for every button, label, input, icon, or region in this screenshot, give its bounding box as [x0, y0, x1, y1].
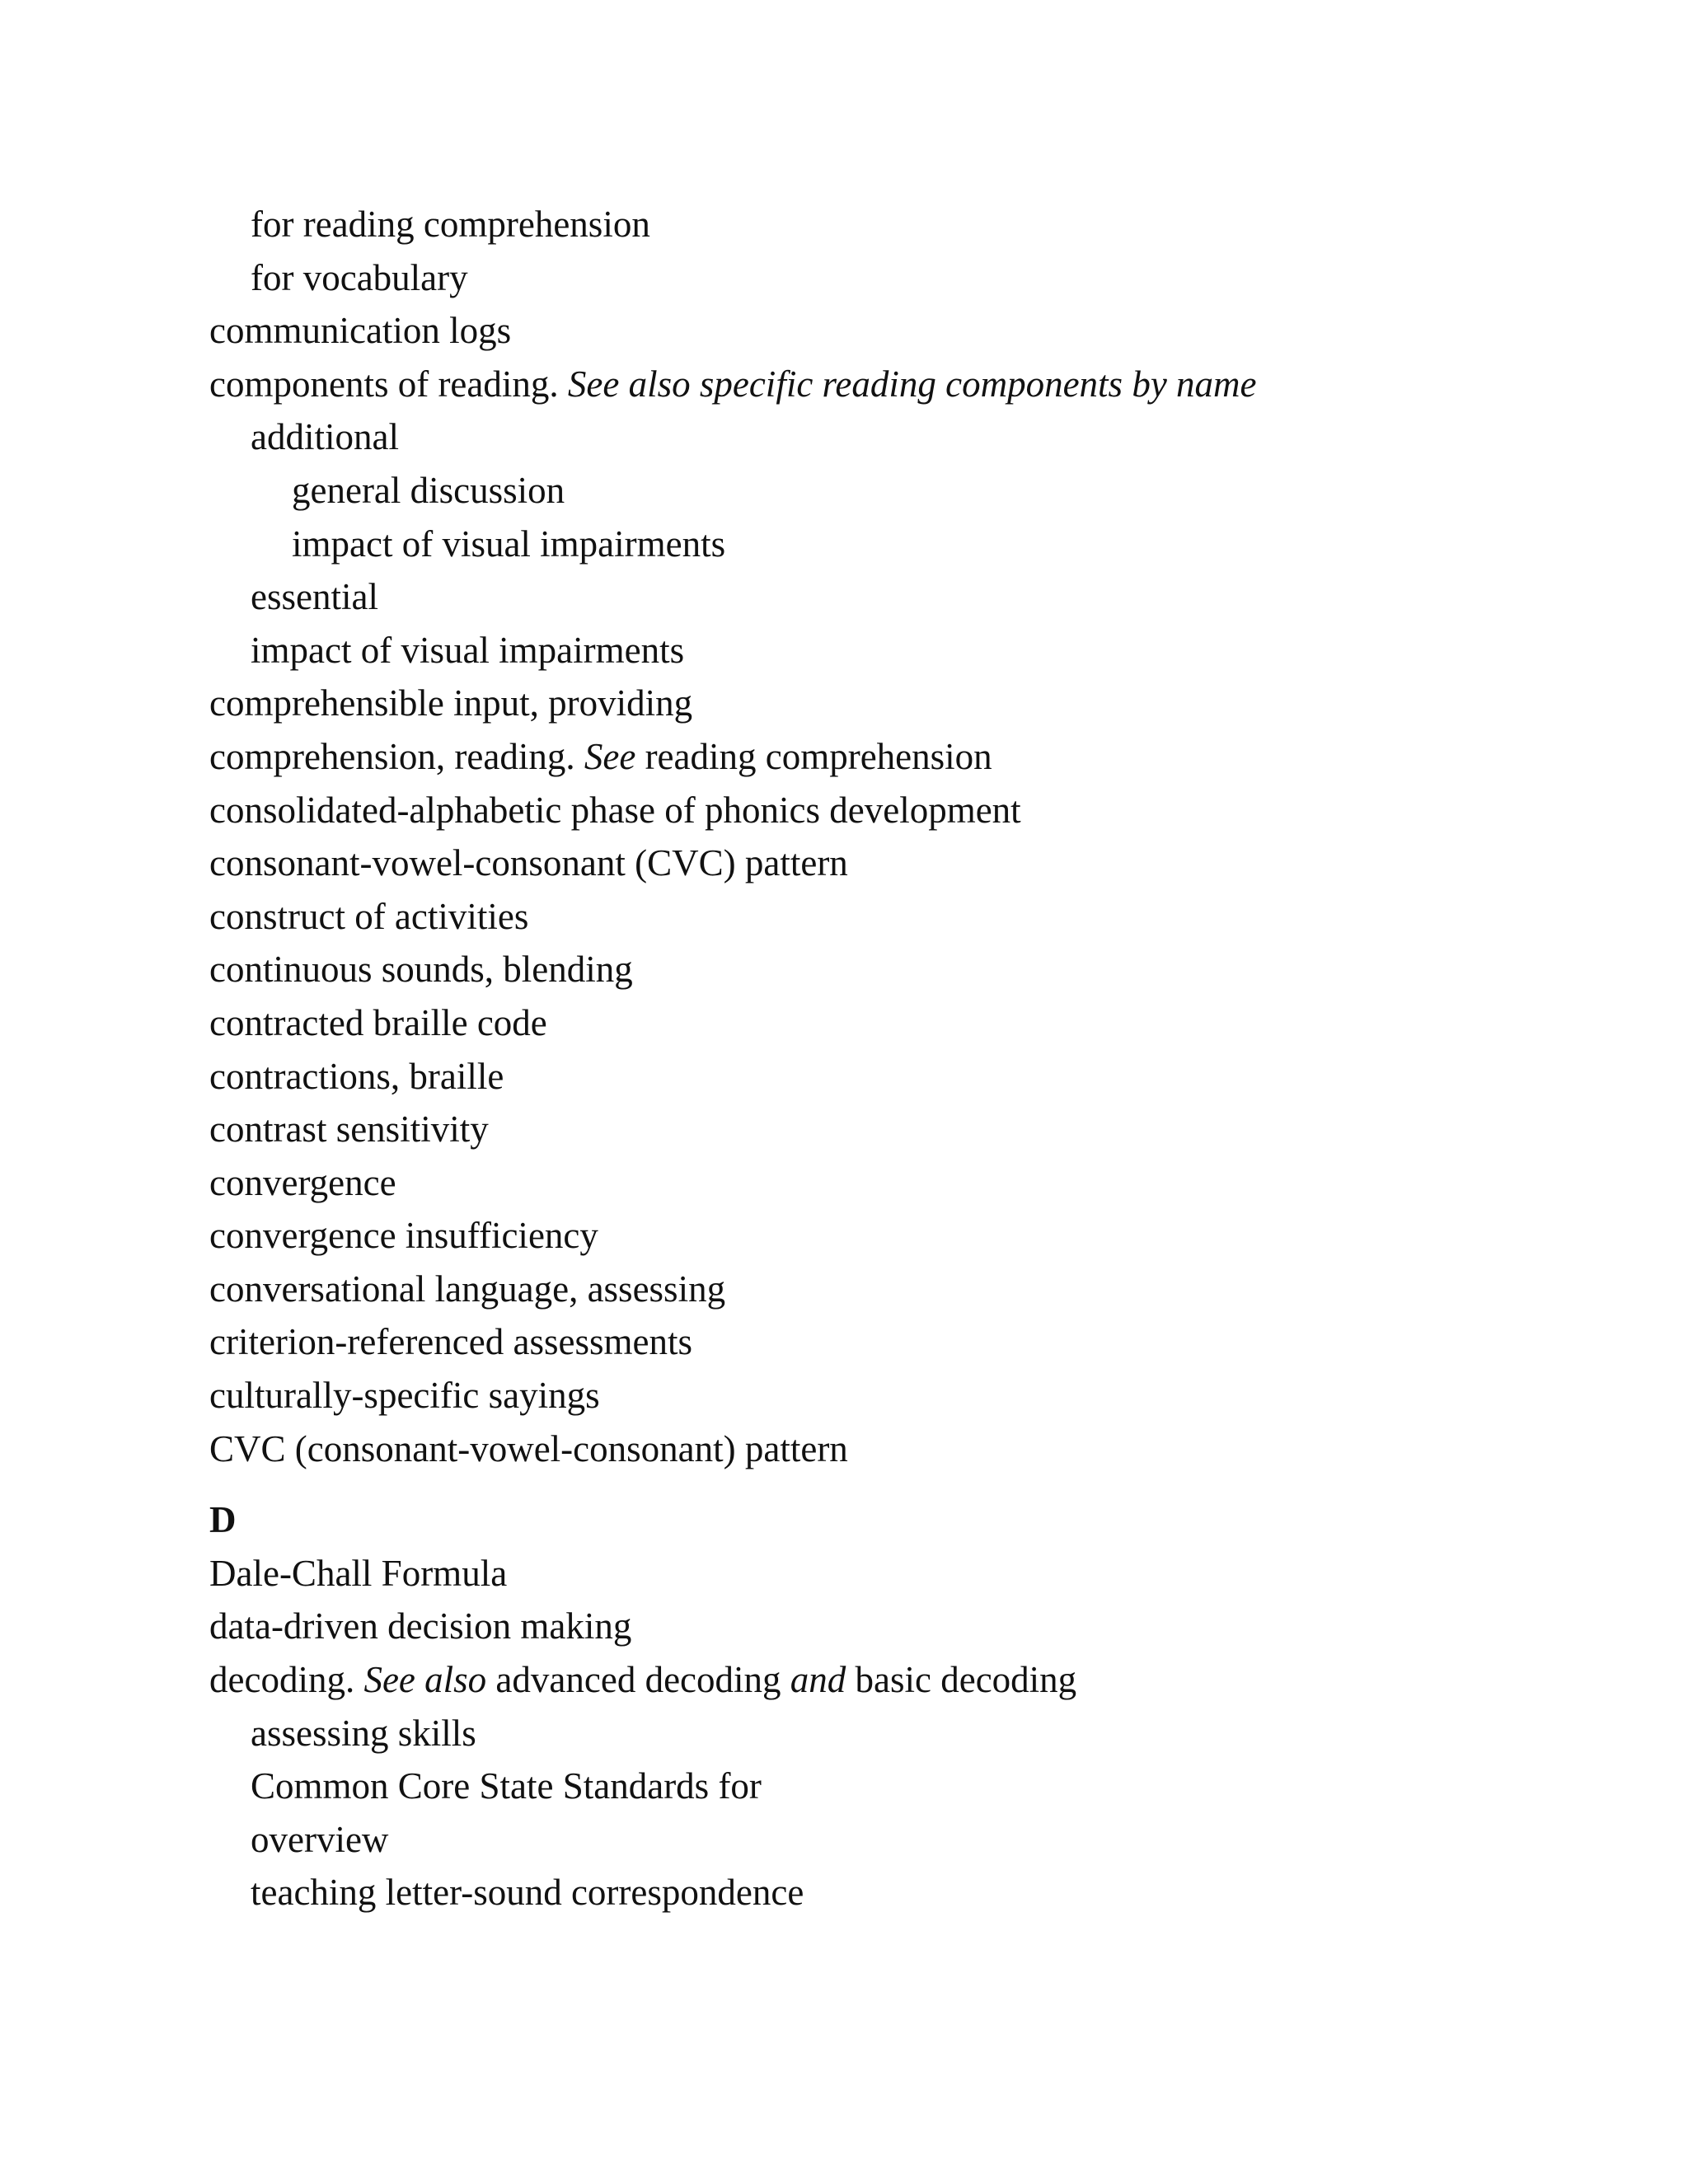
index-subentry: overview [251, 1818, 389, 1860]
index-subentry: essential [251, 576, 378, 618]
index-entry: contracted braille code [209, 1001, 547, 1043]
index-entry: for reading comprehension [251, 204, 650, 245]
index-entry: consonant-vowel-consonant (CVC) pattern [209, 842, 848, 884]
index-subentry: additional [251, 416, 399, 458]
section-letter-heading: D [209, 1499, 237, 1541]
index-entry: communication logs [209, 310, 512, 352]
index-entry: CVC (consonant-vowel-consonant) pattern [209, 1427, 848, 1469]
index-entry: components of reading. See also specific reading components by name [209, 363, 1257, 405]
cross-reference: See also [363, 1659, 487, 1701]
index-entry: culturally-specific sayings [209, 1375, 600, 1417]
index-subentry: Common Core State Standards for [251, 1765, 762, 1807]
index-entry: conversational language, assessing [209, 1268, 726, 1310]
index-entry: comprehension, reading. See reading comprehension [209, 735, 992, 777]
index-entry: for vocabulary [251, 256, 468, 298]
cross-reference: See [584, 735, 636, 777]
index-entry: Dale-Chall Formula [209, 1552, 508, 1594]
cross-reference: See also specific reading components by name [567, 363, 1257, 405]
index-subentry: teaching letter-sound correspondence [251, 1872, 804, 1914]
index-entry: contrast sensitivity [209, 1108, 489, 1151]
index-entry: contractions, braille [209, 1055, 504, 1097]
index-entry: data-driven decision making [209, 1605, 632, 1647]
index-entry: convergence [209, 1161, 396, 1203]
index-entry: comprehensible input, providing [209, 682, 693, 724]
index-subsubentry: impact of visual impairments [292, 523, 726, 565]
index-entry: decoding. See also advanced decoding and basic decoding [209, 1659, 1077, 1701]
index-entry: criterion-referenced assessments [209, 1321, 692, 1363]
index-entry: consolidated-alphabetic phase of phonics development [209, 789, 1021, 831]
index-entry: continuous sounds, blending [209, 949, 633, 991]
index-entry: convergence insufficiency [209, 1215, 598, 1257]
index-subentry: assessing skills [251, 1712, 476, 1754]
index-subsubentry: general discussion [292, 469, 565, 511]
index-entry: construct of activities [209, 895, 529, 937]
index-subentry: impact of visual impairments [251, 629, 685, 671]
cross-reference-conjunction: and [790, 1659, 846, 1701]
index-list [209, 198, 1611, 1919]
